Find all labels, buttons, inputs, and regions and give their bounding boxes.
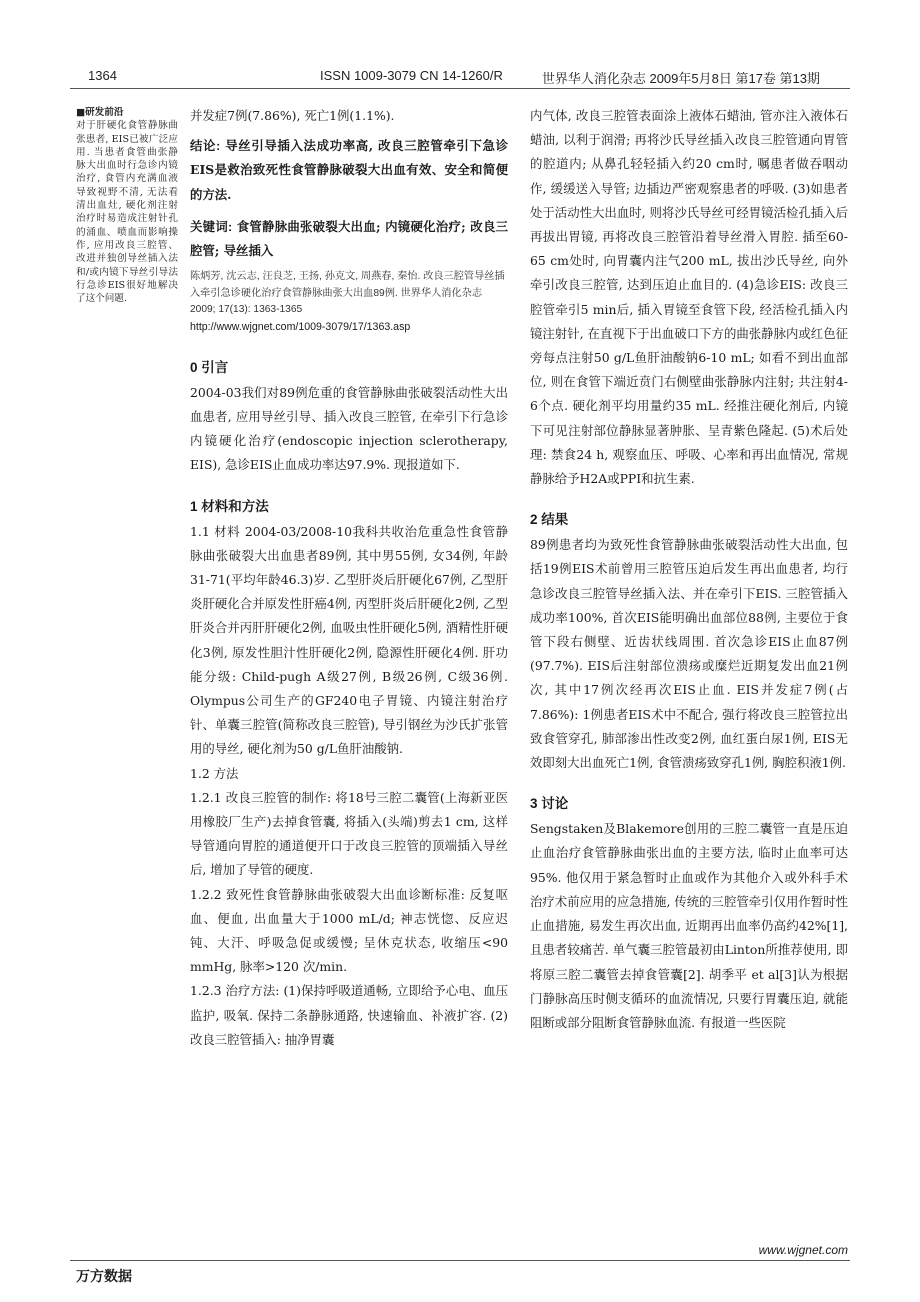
abstract-conclusion bbox=[190, 134, 508, 207]
results-text: 89例患者均为致死性食管静脉曲张破裂活动性大出血, 包括19例EIS术前曾用三腔管压迫后发生再出血患者, 均行急诊改良三腔管导丝插入法、并在牵引下EIS. 三腔管插入成功率100%, 首次EIS能明确出血部位88例, 主要位于食管下段右侧壁、近齿状线周围. 首次急诊EIS止血87例(97.7%). EIS后注射部位溃疡或糜烂近期复发出血21例次, 其中17例次经再次EIS止血. EIS并发症7例(占7.86%): 1例患者EIS术中不配合, 强行将改良三腔管拉出致食管穿孔, 肺部渗出性改变2例, 血红蛋白尿1例, EIS无效即刻大出血死亡1例, 食管溃疡致穿孔1例, 胸腔积液1例. bbox=[530, 537, 848, 771]
keywords-text: 食管静脉曲张破裂大出血; 内镜硬化治疗; 改良三腔管; 导丝插入 bbox=[190, 218, 508, 259]
method-123-continued: 内气体, 改良三腔管表面涂上液体石蜡油, 管亦注入液体石蜡油, 以利于润滑; 再将沙氏导丝插入改良三腔管通向胃管的腔道内; 从鼻孔轻轻插入约20 cm时, 嘱患者做吞咽动作, 缓缓送入导管; 边插边严密观察患者的呼吸. (3)如患者处于活动性大出血时, 则将沙氏导丝可经胃镜活检孔插入后再拔出胃镜, 再将改良三腔管沿着导丝滑入胃腔. 插至60-65 cm处时, 向胃囊内注气200 mL, 拔出沙氏导丝, 向外牵引改良三腔管, 达到压迫止血目的. (4)急诊EIS: 改良三腔管牵引5 min后, 插入胃镜至食管下段, 经活检孔插入内镜注射针, 在直视下于出血破口下方的曲张静脉内或红色征旁每点注射50 g/L鱼肝油酸钠6-10 mL; 如看不到出血部位, 则在食管下端近贲门右侧壁曲张静脉内注射; 共注射4-6个点. 硬化剂平均用量约35 mL. 经推注硬化剂后, 内镜下可见注射部位静脉显著肿胀、呈青紫色隆起. (5)术后处理: 禁食24 h, 观察血压、呼吸、心率和再出血情况, 常规静脉给予H2A或PPI和抗生素. bbox=[530, 108, 848, 487]
method-123: 1.2.3 治疗方法: (1)保持呼吸道通畅, 立即给予心电、血压监护, 吸氧. 保持二条静脉通路, 快速输血、补液扩容. (2)改良三腔管插入: 抽净胃囊 bbox=[190, 983, 508, 1047]
right-column bbox=[530, 104, 848, 1035]
discussion-text: Sengstaken及Blakemore创用的三腔二囊管一直是压迫止血治疗食管静脉曲张出血的主要方法, 临时止血率可达95%. 他仅用于紧急暂时止血或作为其他介入或外科手术治疗术前应用的应急措施, 传统的三腔管牵引仅用作暂时性止血措施, 易发生再次出血, 近期再出血率仍高约42%[1], 且患者较痛苦. 单气囊三腔管最初由Linton所推荐使用, 即将原三腔二囊管去掉食管囊[2]. 胡季平 et al[3]认为根据门静脉高压时侧支循环的血流情况, 只要行胃囊压迫, 就能阻断或部分阻断食管静脉血流. 有报道一些医院 bbox=[530, 821, 848, 1030]
materials-text: 1.1 材料 2004-03/2008-10我科共收治危重急性食管静脉曲张破裂大出血患者89例, 其中男55例, 女34例, 年龄31-71(平均年龄46.3)岁. 乙型肝炎后肝硬化67例, 乙型肝炎肝硬化合并原发性肝癌4例, 丙型肝炎后肝硬化2例, 乙型肝炎合并丙肝肝硬化2例, 血吸虫性肝硬化5例, 酒精性肝硬化3例, 原发性胆汁性肝硬化2例, 隐源性肝硬化4例. 肝功能分级: Child-pugh A级27例, B级26例, C级36例. Olympus公司生产的GF240电子胃镜、内镜注射治疗针、单囊三腔管(简称改良三腔管), 导引钢丝为沙氏扩张管用的导丝, 硬化剂为50 g/L鱼肝油酸钠. bbox=[190, 523, 508, 757]
sidebar-note bbox=[76, 106, 178, 305]
method-subheading: 1.2 方法 bbox=[190, 765, 239, 781]
intro-text: 2004-03我们对89例危重的食管静脉曲张破裂活动性大出血患者, 应用导丝引导、插入改良三腔管, 在牵引下行急诊内镜硬化治疗(endoscopic injection sclerotherapy, EIS), 急诊EIS止血成功率达97.9%. 现报道如下. bbox=[190, 384, 508, 473]
method-121: 1.2.1 改良三腔管的制作: 将18号三腔二囊管(上海新亚医用橡胶厂生产)去掉食管囊, 将插入(头端)剪去1 cm, 这样导管通向胃腔的通道便开口于改良三腔管的顶端插入导丝后, 增加了导管的硬度. bbox=[190, 789, 508, 878]
page-number: 1364 bbox=[88, 68, 117, 83]
keywords-label: 关键词: bbox=[190, 219, 233, 234]
article-url[interactable]: http://www.wjgnet.com/1009-3079/17/1363.asp bbox=[190, 320, 411, 333]
footer-site[interactable]: www.wjgnet.com bbox=[758, 1243, 848, 1257]
citation: 陈炳芳, 沈云志, 汪良芝, 王扬, 孙克文, 周燕春, 秦怡. 改良三腔管导丝插入牵引急诊硬化治疗食管静脉曲张大出血89例. 世界华人消化杂志 2009; 17(13): 1363-1365 bbox=[190, 271, 505, 316]
footer-divider bbox=[70, 1260, 850, 1261]
conclusion-text: 导丝引导插入法成功率高, 改良三腔管牵引下急诊EIS是救治致死性食管静脉破裂大出血有效、安全和简便的方法. bbox=[190, 138, 508, 202]
results-heading: 2 结果 bbox=[530, 512, 569, 528]
issn-cn: ISSN 1009-3079 CN 14-1260/R bbox=[320, 68, 503, 83]
intro-heading: 0 引言 bbox=[190, 359, 229, 375]
abstract-results-tail: 并发症7例(7.86%), 死亡1例(1.1%). bbox=[190, 108, 395, 123]
middle-column bbox=[190, 104, 508, 1052]
conclusion-label: 结论: bbox=[190, 139, 221, 154]
methods-heading: 1 材料和方法 bbox=[190, 498, 269, 514]
running-header bbox=[70, 62, 850, 89]
sidebar-title: ■研发前沿 bbox=[76, 107, 124, 118]
footer-brand: 万方数据 bbox=[76, 1269, 132, 1285]
method-122: 1.2.2 致死性食管静脉曲张破裂大出血诊断标准: 反复呕血、便血, 出血量大于1000 mL/d; 神志恍惚、反应迟钝、大汗、呼吸急促或缓慢; 呈休克状态, 收缩压<90 mmHg, 脉率>120 次/min. bbox=[190, 886, 508, 975]
sidebar-text: 对于肝硬化食管静脉曲张患者, EIS已被广泛应用. 当患者食管曲张静脉大出血时行急诊内镜治疗, 食管内充满血液导致视野不清, 无法看清出血灶, 硬化剂注射治疗时易造成注射针孔的涌血、喷血而影响操作, 应用改良三腔管、改进并独创导丝插入法和/或内镜下导丝引导法行急诊EIS很好地解决了这个问题. bbox=[76, 120, 178, 305]
discussion-heading: 3 讨论 bbox=[530, 796, 569, 812]
keywords bbox=[190, 215, 508, 263]
journal-info: 世界华人消化杂志 2009年5月8日 第17卷 第13期 bbox=[541, 71, 820, 86]
